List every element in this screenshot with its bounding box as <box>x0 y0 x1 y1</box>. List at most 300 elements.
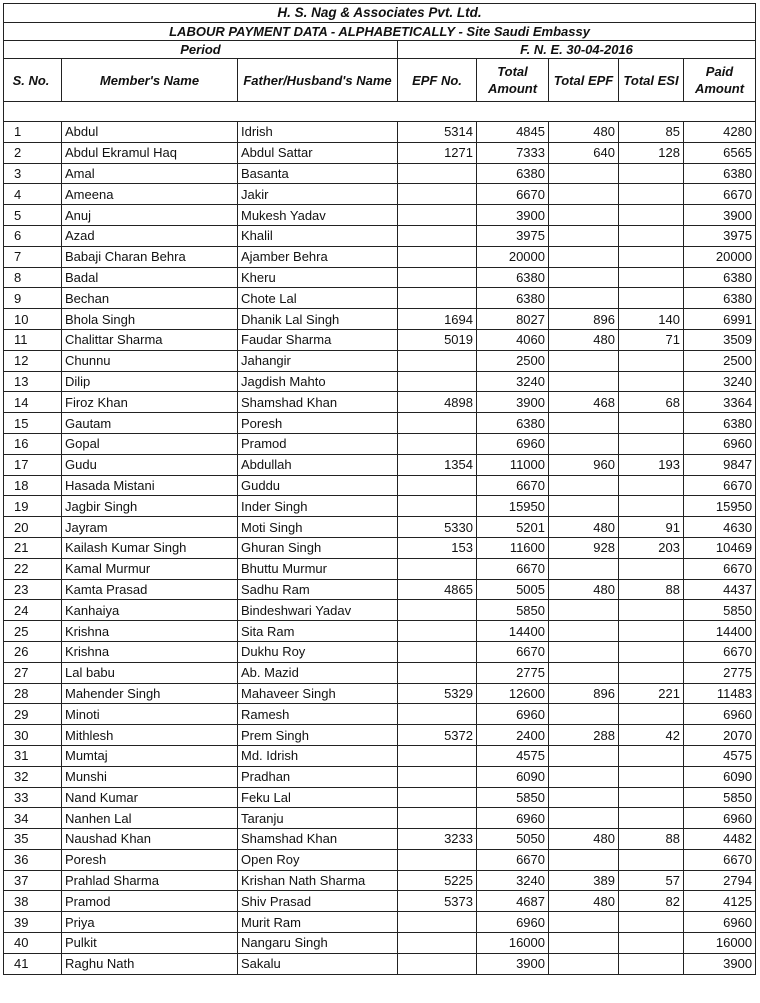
cell-member-name: Hasada Mistani <box>62 475 238 496</box>
cell-member-name: Naushad Khan <box>62 829 238 850</box>
cell-sno: 11 <box>4 329 62 350</box>
cell-father-name: Shamshad Khan <box>238 392 398 413</box>
cell-total-esi <box>619 350 684 371</box>
cell-total-esi <box>619 184 684 205</box>
cell-total-esi <box>619 808 684 829</box>
table-row <box>4 433 756 454</box>
cell-total-amount: 11600 <box>477 537 549 558</box>
cell-father-name: Ajamber Behra <box>238 246 398 267</box>
cell-sno: 39 <box>4 912 62 933</box>
cell-epf-no: 4898 <box>398 392 477 413</box>
cell-total-esi <box>619 641 684 662</box>
cell-paid-amount: 6670 <box>684 475 756 496</box>
cell-total-epf <box>549 953 619 974</box>
cell-paid-amount: 11483 <box>684 683 756 704</box>
cell-total-esi <box>619 745 684 766</box>
cell-paid-amount: 6380 <box>684 163 756 184</box>
cell-total-amount: 6090 <box>477 766 549 787</box>
cell-sno: 18 <box>4 475 62 496</box>
cell-total-amount: 6960 <box>477 433 549 454</box>
cell-total-epf <box>549 267 619 288</box>
cell-epf-no: 5019 <box>398 329 477 350</box>
table-row <box>4 205 756 226</box>
cell-member-name: Gudu <box>62 454 238 475</box>
cell-epf-no <box>398 662 477 683</box>
cell-total-epf: 480 <box>549 122 619 143</box>
cell-total-amount: 5005 <box>477 579 549 600</box>
table-row <box>4 329 756 350</box>
cell-member-name: Abdul Ekramul Haq <box>62 142 238 163</box>
column-header-row <box>4 59 756 102</box>
cell-total-esi: 128 <box>619 142 684 163</box>
cell-epf-no: 153 <box>398 537 477 558</box>
cell-member-name: Krishna <box>62 641 238 662</box>
cell-sno: 40 <box>4 933 62 954</box>
cell-paid-amount: 6670 <box>684 184 756 205</box>
cell-father-name: Prem Singh <box>238 725 398 746</box>
table-row <box>4 829 756 850</box>
cell-paid-amount: 6380 <box>684 267 756 288</box>
cell-total-epf <box>549 163 619 184</box>
table-row <box>4 953 756 974</box>
cell-paid-amount: 6991 <box>684 309 756 330</box>
cell-total-esi <box>619 371 684 392</box>
cell-epf-no: 5330 <box>398 517 477 538</box>
cell-total-esi <box>619 267 684 288</box>
cell-sno: 20 <box>4 517 62 538</box>
table-row <box>4 475 756 496</box>
table-row <box>4 537 756 558</box>
header-father-name: Father/Husband's Name <box>238 59 398 102</box>
cell-father-name: Sita Ram <box>238 621 398 642</box>
cell-paid-amount: 15950 <box>684 496 756 517</box>
cell-paid-amount: 4630 <box>684 517 756 538</box>
table-row <box>4 704 756 725</box>
table-row <box>4 725 756 746</box>
cell-total-amount: 7333 <box>477 142 549 163</box>
cell-member-name: Munshi <box>62 766 238 787</box>
cell-total-esi <box>619 496 684 517</box>
cell-member-name: Firoz Khan <box>62 392 238 413</box>
cell-epf-no <box>398 246 477 267</box>
cell-total-amount: 3240 <box>477 870 549 891</box>
cell-paid-amount: 4280 <box>684 122 756 143</box>
cell-total-esi <box>619 662 684 683</box>
cell-father-name: Khalil <box>238 225 398 246</box>
cell-paid-amount: 3900 <box>684 953 756 974</box>
cell-total-esi <box>619 225 684 246</box>
cell-epf-no <box>398 600 477 621</box>
cell-epf-no <box>398 205 477 226</box>
cell-member-name: Mithlesh <box>62 725 238 746</box>
cell-total-epf <box>549 205 619 226</box>
cell-total-amount: 3900 <box>477 953 549 974</box>
table-row <box>4 621 756 642</box>
table-row <box>4 662 756 683</box>
cell-total-epf <box>549 413 619 434</box>
cell-epf-no <box>398 745 477 766</box>
company-name: H. S. Nag & Associates Pvt. Ltd. <box>4 4 756 23</box>
table-row <box>4 683 756 704</box>
cell-member-name: Poresh <box>62 849 238 870</box>
cell-sno: 13 <box>4 371 62 392</box>
cell-paid-amount: 5850 <box>684 787 756 808</box>
cell-total-amount: 6670 <box>477 849 549 870</box>
cell-sno: 17 <box>4 454 62 475</box>
header-epf-no: EPF No. <box>398 59 477 102</box>
cell-total-esi <box>619 413 684 434</box>
cell-paid-amount: 5850 <box>684 600 756 621</box>
cell-sno: 19 <box>4 496 62 517</box>
cell-father-name: Pradhan <box>238 766 398 787</box>
cell-total-amount: 6960 <box>477 704 549 725</box>
table-row <box>4 933 756 954</box>
table-row <box>4 870 756 891</box>
cell-total-esi <box>619 849 684 870</box>
cell-total-esi <box>619 704 684 725</box>
cell-total-amount: 8027 <box>477 309 549 330</box>
cell-epf-no: 5314 <box>398 122 477 143</box>
cell-sno: 37 <box>4 870 62 891</box>
cell-father-name: Shamshad Khan <box>238 829 398 850</box>
cell-member-name: Gopal <box>62 433 238 454</box>
cell-epf-no <box>398 413 477 434</box>
cell-sno: 8 <box>4 267 62 288</box>
cell-total-esi <box>619 558 684 579</box>
cell-epf-no: 5372 <box>398 725 477 746</box>
cell-total-epf <box>549 433 619 454</box>
cell-sno: 38 <box>4 891 62 912</box>
cell-member-name: Amal <box>62 163 238 184</box>
cell-sno: 1 <box>4 122 62 143</box>
cell-total-amount: 6380 <box>477 413 549 434</box>
cell-total-amount: 3240 <box>477 371 549 392</box>
cell-father-name: Shiv Prasad <box>238 891 398 912</box>
cell-member-name: Pramod <box>62 891 238 912</box>
spacer-row <box>4 102 756 122</box>
cell-total-esi: 68 <box>619 392 684 413</box>
cell-total-epf <box>549 662 619 683</box>
cell-father-name: Jahangir <box>238 350 398 371</box>
cell-epf-no: 3233 <box>398 829 477 850</box>
cell-total-esi: 42 <box>619 725 684 746</box>
cell-total-esi: 203 <box>619 537 684 558</box>
cell-total-epf <box>549 225 619 246</box>
cell-paid-amount: 6960 <box>684 704 756 725</box>
cell-epf-no <box>398 371 477 392</box>
cell-sno: 26 <box>4 641 62 662</box>
cell-sno: 41 <box>4 953 62 974</box>
cell-member-name: Priya <box>62 912 238 933</box>
cell-father-name: Kheru <box>238 267 398 288</box>
header-total-epf: Total EPF <box>549 59 619 102</box>
cell-sno: 12 <box>4 350 62 371</box>
cell-father-name: Murit Ram <box>238 912 398 933</box>
cell-paid-amount: 4437 <box>684 579 756 600</box>
cell-total-epf: 480 <box>549 829 619 850</box>
cell-epf-no <box>398 641 477 662</box>
cell-paid-amount: 4482 <box>684 829 756 850</box>
cell-sno: 25 <box>4 621 62 642</box>
table-row <box>4 745 756 766</box>
cell-sno: 4 <box>4 184 62 205</box>
cell-father-name: Moti Singh <box>238 517 398 538</box>
cell-father-name: Inder Singh <box>238 496 398 517</box>
cell-paid-amount: 16000 <box>684 933 756 954</box>
cell-sno: 5 <box>4 205 62 226</box>
cell-father-name: Jagdish Mahto <box>238 371 398 392</box>
report-title: LABOUR PAYMENT DATA - ALPHABETICALLY - Site Saudi Embassy <box>4 23 756 41</box>
cell-total-esi <box>619 621 684 642</box>
cell-member-name: Azad <box>62 225 238 246</box>
cell-father-name: Ab. Mazid <box>238 662 398 683</box>
cell-total-esi: 71 <box>619 329 684 350</box>
cell-total-epf <box>549 787 619 808</box>
cell-total-amount: 6380 <box>477 288 549 309</box>
cell-epf-no <box>398 808 477 829</box>
cell-epf-no: 5373 <box>398 891 477 912</box>
table-row <box>4 579 756 600</box>
table-row <box>4 912 756 933</box>
cell-father-name: Chote Lal <box>238 288 398 309</box>
cell-member-name: Nanhen Lal <box>62 808 238 829</box>
cell-epf-no <box>398 163 477 184</box>
header-member-name: Member's Name <box>62 59 238 102</box>
cell-total-amount: 3900 <box>477 392 549 413</box>
cell-sno: 27 <box>4 662 62 683</box>
table-row <box>4 267 756 288</box>
cell-total-amount: 5850 <box>477 787 549 808</box>
cell-total-esi <box>619 600 684 621</box>
cell-father-name: Bindeshwari Yadav <box>238 600 398 621</box>
cell-total-epf <box>549 766 619 787</box>
cell-total-amount: 6670 <box>477 558 549 579</box>
cell-total-amount: 11000 <box>477 454 549 475</box>
table-row <box>4 122 756 143</box>
cell-member-name: Raghu Nath <box>62 953 238 974</box>
cell-father-name: Dhanik Lal Singh <box>238 309 398 330</box>
cell-member-name: Ameena <box>62 184 238 205</box>
cell-total-epf: 288 <box>549 725 619 746</box>
cell-member-name: Jagbir Singh <box>62 496 238 517</box>
cell-father-name: Abdullah <box>238 454 398 475</box>
cell-father-name: Taranju <box>238 808 398 829</box>
cell-member-name: Mumtaj <box>62 745 238 766</box>
cell-paid-amount: 6670 <box>684 849 756 870</box>
cell-total-amount: 6670 <box>477 475 549 496</box>
cell-paid-amount: 10469 <box>684 537 756 558</box>
cell-epf-no <box>398 184 477 205</box>
cell-sno: 3 <box>4 163 62 184</box>
cell-total-epf: 896 <box>549 309 619 330</box>
cell-member-name: Kamal Murmur <box>62 558 238 579</box>
cell-sno: 23 <box>4 579 62 600</box>
cell-member-name: Jayram <box>62 517 238 538</box>
cell-total-amount: 6380 <box>477 163 549 184</box>
cell-sno: 10 <box>4 309 62 330</box>
cell-paid-amount: 14400 <box>684 621 756 642</box>
cell-paid-amount: 6565 <box>684 142 756 163</box>
header-sno: S. No. <box>4 59 62 102</box>
cell-sno: 22 <box>4 558 62 579</box>
cell-epf-no <box>398 787 477 808</box>
table-row <box>4 641 756 662</box>
cell-sno: 31 <box>4 745 62 766</box>
header-total-esi: Total ESI <box>619 59 684 102</box>
cell-total-epf: 389 <box>549 870 619 891</box>
table-row <box>4 371 756 392</box>
cell-sno: 30 <box>4 725 62 746</box>
cell-total-amount: 6670 <box>477 641 549 662</box>
cell-total-epf: 640 <box>549 142 619 163</box>
cell-paid-amount: 4125 <box>684 891 756 912</box>
cell-epf-no: 5225 <box>398 870 477 891</box>
cell-father-name: Mahaveer Singh <box>238 683 398 704</box>
cell-member-name: Chalittar Sharma <box>62 329 238 350</box>
cell-father-name: Abdul Sattar <box>238 142 398 163</box>
cell-epf-no <box>398 558 477 579</box>
cell-member-name: Nand Kumar <box>62 787 238 808</box>
cell-total-esi: 88 <box>619 579 684 600</box>
cell-paid-amount: 9847 <box>684 454 756 475</box>
cell-father-name: Ghuran Singh <box>238 537 398 558</box>
cell-total-esi: 82 <box>619 891 684 912</box>
cell-paid-amount: 3240 <box>684 371 756 392</box>
cell-father-name: Ramesh <box>238 704 398 725</box>
cell-father-name: Open Roy <box>238 849 398 870</box>
cell-epf-no <box>398 621 477 642</box>
cell-epf-no: 1354 <box>398 454 477 475</box>
cell-paid-amount: 6670 <box>684 558 756 579</box>
table-row <box>4 600 756 621</box>
cell-epf-no <box>398 475 477 496</box>
cell-paid-amount: 6960 <box>684 433 756 454</box>
cell-epf-no <box>398 704 477 725</box>
cell-father-name: Basanta <box>238 163 398 184</box>
cell-total-epf: 480 <box>549 891 619 912</box>
cell-member-name: Chunnu <box>62 350 238 371</box>
cell-member-name: Krishna <box>62 621 238 642</box>
cell-father-name: Dukhu Roy <box>238 641 398 662</box>
cell-epf-no <box>398 912 477 933</box>
cell-paid-amount: 6670 <box>684 641 756 662</box>
cell-total-epf <box>549 933 619 954</box>
cell-total-esi <box>619 912 684 933</box>
cell-total-epf <box>549 371 619 392</box>
cell-father-name: Idrish <box>238 122 398 143</box>
cell-total-amount: 3975 <box>477 225 549 246</box>
cell-total-epf <box>549 621 619 642</box>
cell-total-epf <box>549 288 619 309</box>
cell-total-esi <box>619 953 684 974</box>
cell-paid-amount: 4575 <box>684 745 756 766</box>
table-row <box>4 558 756 579</box>
cell-total-esi: 140 <box>619 309 684 330</box>
cell-total-epf <box>549 184 619 205</box>
cell-member-name: Mahender Singh <box>62 683 238 704</box>
cell-total-amount: 15950 <box>477 496 549 517</box>
cell-member-name: Bechan <box>62 288 238 309</box>
cell-total-epf: 468 <box>549 392 619 413</box>
cell-member-name: Babaji Charan Behra <box>62 246 238 267</box>
cell-total-amount: 2775 <box>477 662 549 683</box>
cell-paid-amount: 6380 <box>684 413 756 434</box>
cell-sno: 35 <box>4 829 62 850</box>
table-row <box>4 225 756 246</box>
cell-total-amount: 5201 <box>477 517 549 538</box>
cell-paid-amount: 20000 <box>684 246 756 267</box>
cell-epf-no <box>398 766 477 787</box>
cell-total-amount: 3900 <box>477 205 549 226</box>
cell-total-epf: 960 <box>549 454 619 475</box>
cell-member-name: Kamta Prasad <box>62 579 238 600</box>
cell-father-name: Bhuttu Murmur <box>238 558 398 579</box>
cell-total-esi <box>619 475 684 496</box>
cell-total-esi <box>619 246 684 267</box>
cell-sno: 29 <box>4 704 62 725</box>
cell-total-esi: 221 <box>619 683 684 704</box>
table-row <box>4 288 756 309</box>
period-value: F. N. E. 30-04-2016 <box>398 41 756 59</box>
cell-total-esi <box>619 163 684 184</box>
header-paid-amount: Paid Amount <box>684 59 756 102</box>
table-row <box>4 454 756 475</box>
cell-member-name: Prahlad Sharma <box>62 870 238 891</box>
cell-member-name: Dilip <box>62 371 238 392</box>
cell-father-name: Faudar Sharma <box>238 329 398 350</box>
table-row <box>4 787 756 808</box>
cell-sno: 16 <box>4 433 62 454</box>
cell-total-epf <box>549 745 619 766</box>
cell-member-name: Kailash Kumar Singh <box>62 537 238 558</box>
period-row <box>4 41 756 59</box>
cell-epf-no: 5329 <box>398 683 477 704</box>
cell-total-amount: 4845 <box>477 122 549 143</box>
table-row <box>4 309 756 330</box>
cell-father-name: Krishan Nath Sharma <box>238 870 398 891</box>
cell-epf-no <box>398 496 477 517</box>
cell-paid-amount: 3509 <box>684 329 756 350</box>
cell-total-epf <box>549 600 619 621</box>
cell-sno: 24 <box>4 600 62 621</box>
labour-payment-table <box>3 3 756 975</box>
cell-epf-no: 1694 <box>398 309 477 330</box>
cell-total-amount: 6670 <box>477 184 549 205</box>
table-row <box>4 413 756 434</box>
cell-total-epf <box>549 641 619 662</box>
cell-paid-amount: 2500 <box>684 350 756 371</box>
cell-member-name: Badal <box>62 267 238 288</box>
cell-sno: 21 <box>4 537 62 558</box>
cell-epf-no <box>398 933 477 954</box>
table-row <box>4 246 756 267</box>
cell-total-esi <box>619 433 684 454</box>
cell-sno: 7 <box>4 246 62 267</box>
cell-total-amount: 4575 <box>477 745 549 766</box>
cell-total-amount: 16000 <box>477 933 549 954</box>
cell-sno: 6 <box>4 225 62 246</box>
cell-sno: 33 <box>4 787 62 808</box>
cell-member-name: Kanhaiya <box>62 600 238 621</box>
cell-total-epf <box>549 496 619 517</box>
cell-epf-no: 1271 <box>398 142 477 163</box>
cell-member-name: Minoti <box>62 704 238 725</box>
cell-paid-amount: 6380 <box>684 288 756 309</box>
cell-epf-no <box>398 350 477 371</box>
cell-total-epf <box>549 558 619 579</box>
cell-sno: 32 <box>4 766 62 787</box>
cell-member-name: Abdul <box>62 122 238 143</box>
